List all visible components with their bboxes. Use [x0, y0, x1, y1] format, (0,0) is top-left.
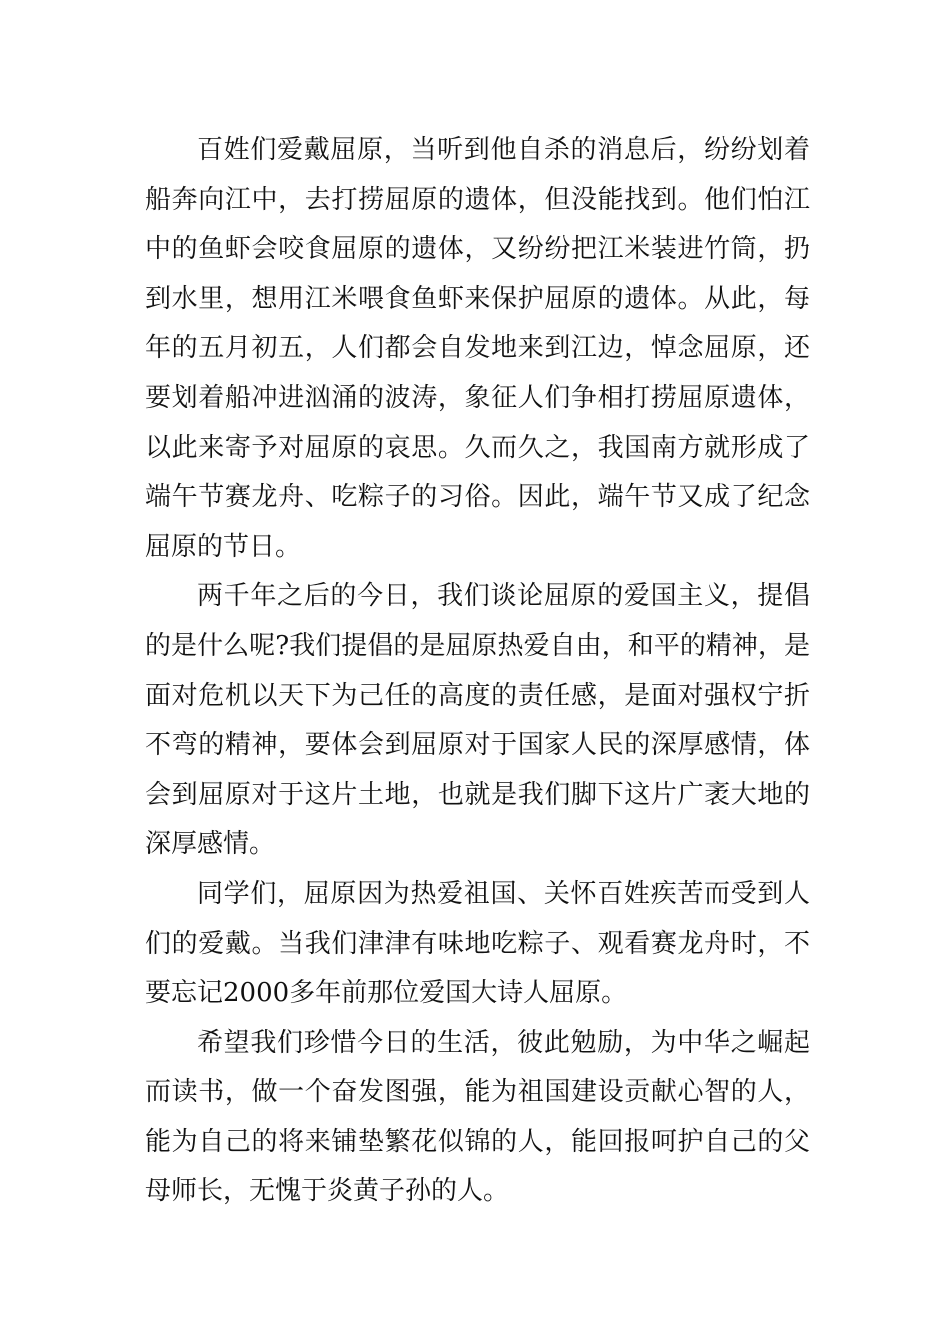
document-body: [145, 126, 810, 1217]
paragraph-patriotism: 两千年之后的今日，我们谈论屈原的爱国主义，提倡的是什么呢?我们提倡的是屈原热爱自由，和平的精神，是面对危机以天下为己任的高度的责任感，是面对强权宁折不弯的精神，要体会到屈原对于国家人民的深厚感情，体会到屈原对于这片土地，也就是我们脚下这片广袤大地的深厚感情。: [145, 581, 810, 860]
paragraph-qu-yuan-legend: 百姓们爱戴屈原，当听到他自杀的消息后，纷纷划着船奔向江中，去打捞屈原的遗体，但没能找到。他们怕江中的鱼虾会咬食屈原的遗体，又纷纷把江米装进竹筒，扔到水里，想用江米喂食鱼虾来保护屈原的遗体。从此，每年的五月初五，人们都会自发地来到江边，悼念屈原，还要划着船冲进汹涌的波涛，象征人们争相打捞屈原遗体，以此来寄予对屈原的哀思。久而久之，我国南方就形成了端午节赛龙舟、吃粽子的习俗。因此，端午节又成了纪念屈原的节日。: [145, 135, 810, 562]
paragraph-students: 同学们，屈原因为热爱祖国、关怀百姓疾苦而受到人们的爱戴。当我们津津有味地吃粽子、观看赛龙舟时，不要忘记2000多年前那位爱国大诗人屈原。: [145, 878, 810, 1009]
paragraph-hope: 希望我们珍惜今日的生活，彼此勉励，为中华之崛起而读书，做一个奋发图强，能为祖国建设贡献心智的人，能为自己的将来铺垫繁花似锦的人，能回报呵护自己的父母师长，无愧于炎黄子孙的人。: [145, 1027, 810, 1207]
